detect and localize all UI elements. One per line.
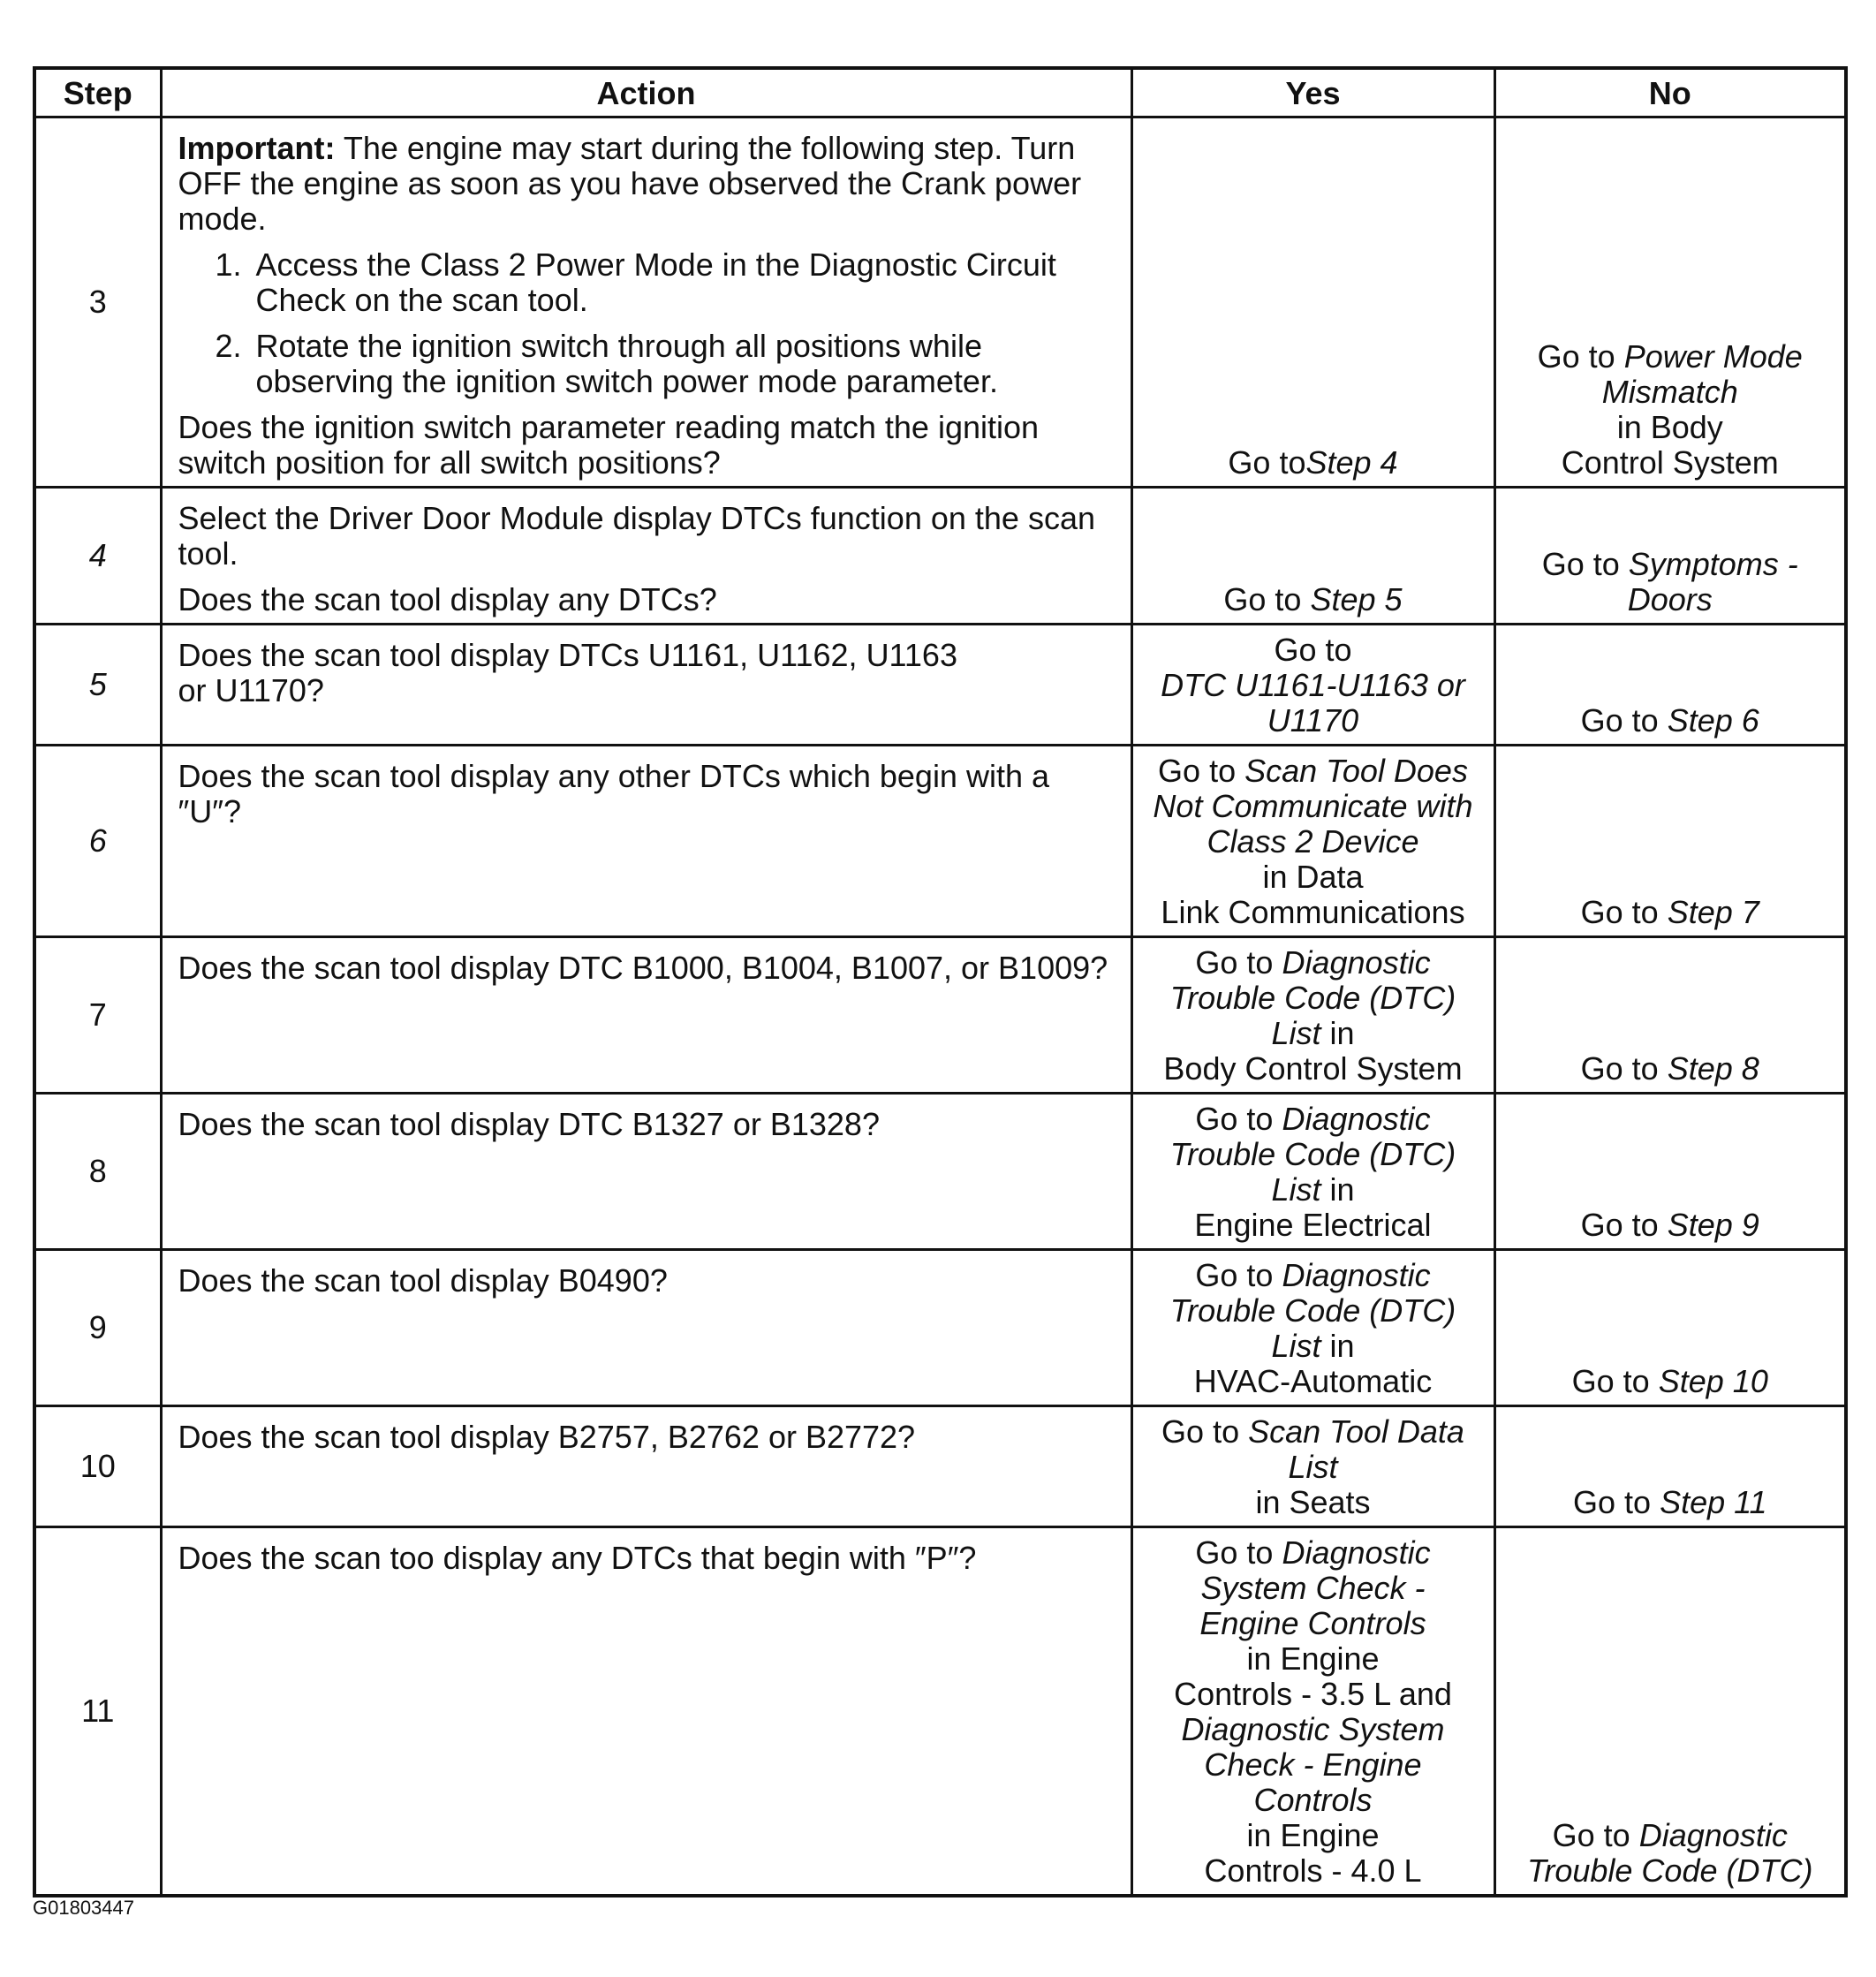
no-prefix: Go to <box>1580 894 1659 930</box>
yes-link[interactable]: Diagnostic System <box>1181 1711 1445 1747</box>
action-question: Does the scan tool display DTC B1000, B1004, B1007, or B1009? <box>178 950 1108 986</box>
yes-link[interactable]: Trouble Code (DTC) <box>1169 1292 1456 1329</box>
step-number: 3 <box>34 117 161 488</box>
important-label: Important: <box>178 130 336 166</box>
yes-cell <box>1131 1094 1494 1250</box>
action-text: Select the Driver Door Module display DTCs function on the scan tool. <box>178 500 1095 572</box>
yes-link[interactable]: Controls <box>1253 1782 1373 1818</box>
yes-cell <box>1131 1406 1494 1527</box>
no-prefix: Go to <box>1580 702 1659 739</box>
yes-cell <box>1131 1527 1494 1897</box>
yes-suffix: Engine Electrical <box>1194 1207 1432 1243</box>
yes-suffix: Body Control System <box>1163 1050 1463 1087</box>
yes-cell <box>1131 1250 1494 1406</box>
no-cell <box>1494 746 1846 937</box>
table-row <box>34 746 1846 937</box>
yes-link[interactable]: List <box>1271 1015 1321 1051</box>
no-prefix: Go to <box>1537 338 1615 375</box>
no-link[interactable]: Step 10 <box>1658 1363 1768 1399</box>
yes-prefix: Go to <box>1195 944 1274 981</box>
header-step: Step <box>34 68 161 117</box>
no-link[interactable]: Step 11 <box>1660 1484 1767 1520</box>
table-row <box>34 1406 1846 1527</box>
yes-suffix: in <box>1329 1015 1355 1051</box>
yes-link[interactable]: Not Communicate with <box>1153 788 1473 824</box>
yes-text: in Engine <box>1246 1640 1380 1677</box>
yes-link[interactable]: Scan Tool Data <box>1248 1413 1464 1450</box>
action-cell <box>161 746 1131 937</box>
action-question: Does the scan tool display any DTCs? <box>178 581 717 617</box>
substep-item: 2. Rotate the ignition switch through all positions while observing the ignition switch power mode parameter. <box>251 329 1116 399</box>
yes-link[interactable]: Diagnostic <box>1282 1257 1431 1293</box>
yes-link[interactable]: List <box>1271 1171 1321 1208</box>
no-cell <box>1494 1094 1846 1250</box>
no-prefix: Go to <box>1571 1363 1650 1399</box>
yes-prefix: Go to <box>1223 581 1302 617</box>
yes-cell <box>1131 625 1494 746</box>
action-cell <box>161 488 1131 625</box>
yes-prefix: Go to <box>1228 444 1306 481</box>
yes-cell <box>1131 117 1494 488</box>
no-prefix: Go to <box>1580 1207 1659 1243</box>
no-cell <box>1494 1527 1846 1897</box>
no-link[interactable]: Symptoms - <box>1628 546 1798 582</box>
table-row <box>34 1250 1846 1406</box>
action-question: Does the scan tool display DTC B1327 or B1328? <box>178 1106 880 1142</box>
action-cell <box>161 625 1131 746</box>
no-link[interactable]: Step 6 <box>1667 702 1759 739</box>
no-link[interactable]: Trouble Code (DTC) <box>1527 1852 1813 1889</box>
yes-prefix: Go to <box>1274 632 1352 668</box>
yes-cell <box>1131 937 1494 1094</box>
yes-link[interactable]: Check - Engine <box>1204 1746 1422 1783</box>
no-cell <box>1494 625 1846 746</box>
yes-link[interactable]: Step 4 <box>1305 444 1398 481</box>
yes-text: Controls - 3.5 L and <box>1174 1676 1452 1712</box>
no-link[interactable]: Doors <box>1627 581 1713 617</box>
action-cell <box>161 1406 1131 1527</box>
substep-list <box>178 247 1116 399</box>
no-prefix: Go to <box>1580 1050 1659 1087</box>
step-number: 10 <box>34 1406 161 1527</box>
action-question: Does the scan tool display any other DTCs which begin with a ″U″? <box>178 758 1050 829</box>
action-cell <box>161 1094 1131 1250</box>
yes-link[interactable]: Engine Controls <box>1199 1605 1426 1641</box>
yes-link[interactable]: DTC U1161-U1163 or <box>1161 667 1465 703</box>
header-action: Action <box>161 68 1131 117</box>
yes-text: Controls - 4.0 L <box>1204 1852 1422 1889</box>
table-row <box>34 1094 1846 1250</box>
action-cell <box>161 117 1131 488</box>
yes-link[interactable]: List <box>1288 1449 1338 1485</box>
no-suffix: Control System <box>1561 444 1779 481</box>
diagnostic-table <box>33 66 1848 1897</box>
action-question: Does the scan too display any DTCs that begin with ″P″? <box>178 1540 977 1576</box>
action-question: Does the ignition switch parameter reading match the ignition switch position for all switch positions? <box>178 409 1040 481</box>
step-number-text: 6 <box>88 822 107 859</box>
no-prefix: Go to <box>1572 1484 1652 1520</box>
yes-link[interactable]: Diagnostic <box>1282 944 1431 981</box>
no-link[interactable]: Step 8 <box>1667 1050 1759 1087</box>
yes-link[interactable]: Diagnostic <box>1282 1534 1431 1571</box>
yes-link[interactable]: Diagnostic <box>1282 1101 1431 1137</box>
header-yes: Yes <box>1131 68 1494 117</box>
yes-prefix: Go to <box>1195 1101 1274 1137</box>
yes-prefix: Go to <box>1161 1413 1240 1450</box>
no-link[interactable]: Power Mode Mismatch <box>1601 338 1803 410</box>
table-row <box>34 1527 1846 1897</box>
no-cell <box>1494 1250 1846 1406</box>
yes-prefix: Go to <box>1195 1534 1274 1571</box>
step-number: 11 <box>34 1527 161 1897</box>
yes-suffix: in Seats <box>1255 1484 1371 1520</box>
yes-text: in Engine <box>1246 1817 1380 1853</box>
step-number <box>34 746 161 937</box>
no-link[interactable]: Diagnostic <box>1638 1817 1788 1853</box>
yes-link[interactable]: Class 2 Device <box>1207 823 1419 860</box>
yes-suffix: in <box>1329 1328 1355 1364</box>
yes-link[interactable]: U1170 <box>1267 702 1359 739</box>
no-cell <box>1494 1406 1846 1527</box>
yes-link[interactable]: Trouble Code (DTC) <box>1169 1136 1456 1172</box>
no-link[interactable]: Step 7 <box>1667 894 1759 930</box>
table-row <box>34 117 1846 488</box>
yes-prefix: Go to <box>1158 753 1237 789</box>
figure-id: G01803447 <box>33 1897 134 1919</box>
no-cell <box>1494 117 1846 488</box>
header-row <box>34 68 1846 117</box>
table-row <box>34 488 1846 625</box>
yes-suffix: in Data <box>1262 859 1364 895</box>
table-row <box>34 937 1846 1094</box>
action-question: Does the scan tool display B2757, B2762 or B2772? <box>178 1419 916 1455</box>
step-number-text: 5 <box>88 666 107 702</box>
substep-item: 1. Access the Class 2 Power Mode in the Diagnostic Circuit Check on the scan tool. <box>251 247 1116 318</box>
no-cell <box>1494 488 1846 625</box>
yes-link[interactable]: System Check - <box>1200 1570 1426 1606</box>
action-cell <box>161 1527 1131 1897</box>
step-number: 9 <box>34 1250 161 1406</box>
step-number: 7 <box>34 937 161 1094</box>
step-number <box>34 625 161 746</box>
action-cell <box>161 1250 1131 1406</box>
step-number-text: 4 <box>88 537 107 573</box>
header-no: No <box>1494 68 1846 117</box>
yes-cell <box>1131 488 1494 625</box>
no-link[interactable]: Step 9 <box>1667 1207 1759 1243</box>
yes-suffix: in <box>1329 1171 1355 1208</box>
no-prefix: Go to <box>1541 546 1620 582</box>
important-note <box>178 131 1116 237</box>
action-cell <box>161 937 1131 1094</box>
important-text: The engine may start during the following step. Turn OFF the engine as soon as you have observed the Crank power mode. <box>178 130 1082 237</box>
action-question: Does the scan tool display B0490? <box>178 1262 668 1299</box>
step-number <box>34 488 161 625</box>
no-cell <box>1494 937 1846 1094</box>
action-question: Does the scan tool display DTCs U1161, U1162, U1163 or U1170? <box>178 637 957 708</box>
no-suffix: in Body <box>1616 409 1723 445</box>
no-prefix: Go to <box>1552 1817 1630 1853</box>
table-row <box>34 625 1846 746</box>
step-number: 8 <box>34 1094 161 1250</box>
yes-cell <box>1131 746 1494 937</box>
yes-link[interactable]: List <box>1271 1328 1321 1364</box>
yes-link[interactable]: Step 5 <box>1310 581 1403 617</box>
yes-suffix: Link Communications <box>1161 894 1465 930</box>
yes-prefix: Go to <box>1195 1257 1274 1293</box>
yes-suffix: HVAC-Automatic <box>1193 1363 1433 1399</box>
yes-link[interactable]: Trouble Code (DTC) <box>1169 980 1456 1016</box>
yes-link[interactable]: Scan Tool Does <box>1244 753 1468 789</box>
